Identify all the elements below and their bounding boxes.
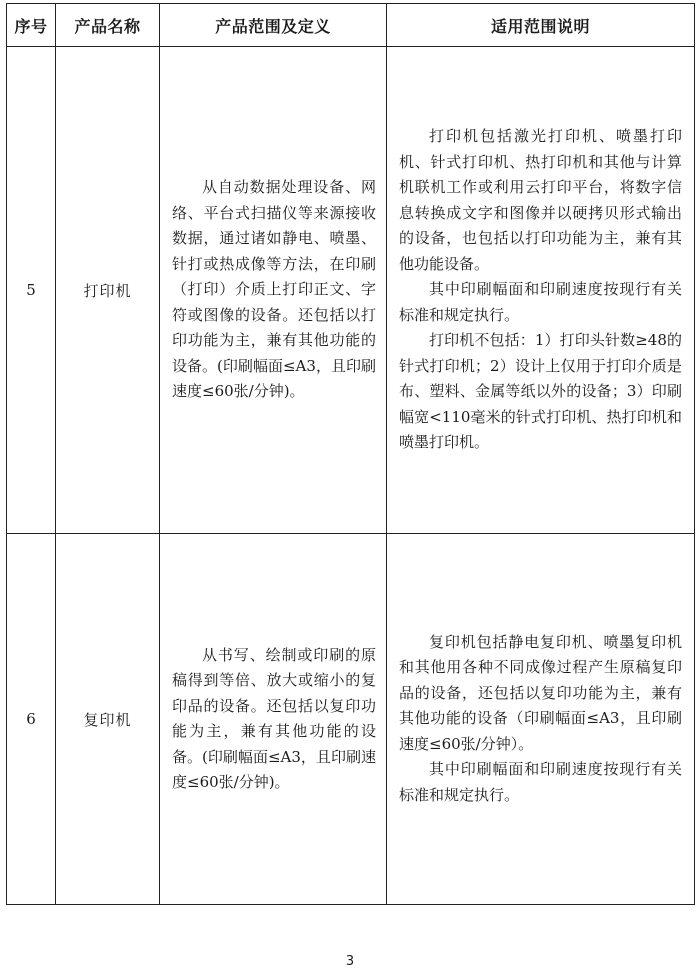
- scope-paragraph: 复印机包括静电复印机、喷墨复印机和其他用各种不同成像过程产生原稿复印品的设备，还包括以复印功能为主，兼有其他功能的设备（印刷幅面≤A3，且印刷速度≤60张/分钟）。: [399, 632, 682, 753]
- table-row: [7, 47, 695, 534]
- row-definition-cell: [160, 534, 387, 905]
- row-scope-cell: [387, 534, 695, 905]
- product-table-container: [6, 3, 694, 905]
- scope-paragraph: 其中印刷幅面和印刷速度按现行有关标准和规定执行。: [399, 280, 682, 324]
- header-row: [7, 4, 695, 47]
- header-definition: 产品范围及定义: [160, 4, 387, 47]
- row-number: 5: [7, 47, 56, 534]
- scope-paragraph: 其中印刷幅面和印刷速度按现行有关标准和规定执行。: [399, 760, 682, 804]
- row-product-name: 打印机: [56, 47, 160, 534]
- row-definition: 从书写、绘制或印刷的原稿得到等倍、放大或缩小的复印品的设备。还包括以复印功能为主，兼有其他功能的设备。(印刷幅面≤A3，且印刷速度≤60张/分钟)。: [172, 645, 376, 791]
- table-row: [7, 534, 695, 905]
- scope-paragraph: 打印机包括激光打印机、喷墨打印机、针式打印机、热打印机和其他与计算机联机工作或利用云打印平台，将数字信息转换成文字和图像并以硬拷贝形式输出的设备，也包括以打印功能为主，兼有其他功能设备。: [399, 127, 682, 273]
- row-definition: 从自动数据处理设备、网络、平台式扫描仪等来源接收数据，通过诸如静电、喷墨、针打或热成像等方法，在印刷（打印）介质上打印正文、字符或图像的设备。还包括以打印功能为主，兼有其他功能的设备。(印刷幅面≤A3，且印刷速度≤60张/分钟)。: [172, 178, 376, 401]
- header-scope: 适用范围说明: [387, 4, 695, 47]
- scope-paragraph: 打印机不包括：1）打印头针数≥48的针式打印机；2）设计上仅用于打印介质是布、塑料、金属等纸以外的设备；3）印刷幅宽<110毫米的针式打印机、热打印机和喷墨打印机。: [399, 331, 682, 452]
- table-header: [7, 4, 695, 47]
- header-product-name: 产品名称: [56, 4, 160, 47]
- row-scope-cell: [387, 47, 695, 534]
- header-number: 序号: [7, 4, 56, 47]
- product-table: [6, 3, 695, 905]
- page-number: 3: [345, 954, 355, 969]
- row-product-name: 复印机: [56, 534, 160, 905]
- row-definition-cell: [160, 47, 387, 534]
- row-number: 6: [7, 534, 56, 905]
